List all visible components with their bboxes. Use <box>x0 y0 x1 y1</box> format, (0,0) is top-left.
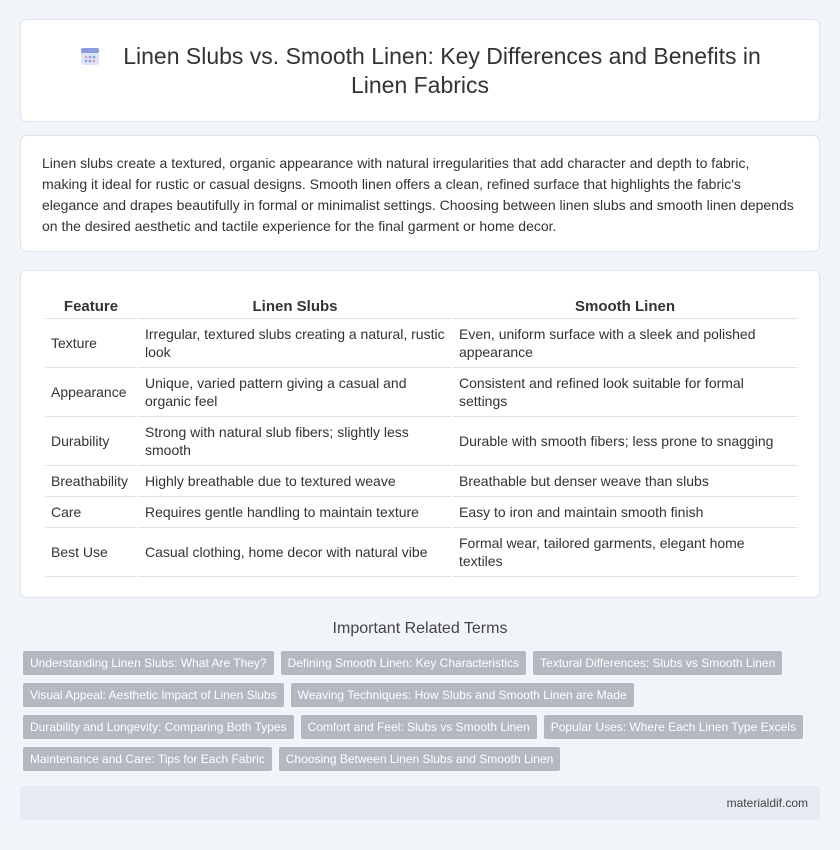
grid-calendar-icon <box>79 45 101 67</box>
related-term-tag[interactable]: Durability and Longevity: Comparing Both Types <box>23 715 294 739</box>
page-title <box>70 42 770 100</box>
table-row <box>45 368 797 417</box>
header-card <box>20 19 820 122</box>
page-title-text: Linen Slubs vs. Smooth Linen: Key Differences and Benefits in Linen Fabrics <box>123 42 761 98</box>
related-term-tag[interactable]: Maintenance and Care: Tips for Each Fabric <box>23 747 272 771</box>
related-term-tag[interactable]: Textural Differences: Slubs vs Smooth Linen <box>533 651 782 675</box>
table-row <box>45 417 797 466</box>
smooth-cell: Easy to iron and maintain smooth finish <box>453 497 797 528</box>
slub-cell: Requires gentle handling to maintain texture <box>139 497 451 528</box>
table-row <box>45 528 797 577</box>
header-feature: Feature <box>45 295 137 319</box>
feature-cell: Breathability <box>45 466 137 497</box>
table-row <box>45 466 797 497</box>
slub-cell: Highly breathable due to textured weave <box>139 466 451 497</box>
comparison-card <box>20 270 820 598</box>
related-term-tag[interactable]: Visual Appeal: Aesthetic Impact of Linen Slubs <box>23 683 284 707</box>
related-term-tag[interactable]: Popular Uses: Where Each Linen Type Excels <box>544 715 803 739</box>
related-term-tag[interactable]: Choosing Between Linen Slubs and Smooth Linen <box>279 747 561 771</box>
related-term-tag[interactable]: Comfort and Feel: Slubs vs Smooth Linen <box>301 715 537 739</box>
smooth-cell: Durable with smooth fibers; less prone to snagging <box>453 417 797 466</box>
smooth-cell: Formal wear, tailored garments, elegant home textiles <box>453 528 797 577</box>
slub-cell: Casual clothing, home decor with natural vibe <box>139 528 451 577</box>
feature-cell: Durability <box>45 417 137 466</box>
related-terms-title: Important Related Terms <box>332 620 508 637</box>
footer-site-link[interactable]: materialdif.com <box>726 796 808 810</box>
header-smooth-linen: Smooth Linen <box>453 295 797 319</box>
comparison-table <box>43 295 799 577</box>
smooth-cell: Consistent and refined look suitable for formal settings <box>453 368 797 417</box>
slub-cell: Strong with natural slub fibers; slightly less smooth <box>139 417 451 466</box>
related-term-tag[interactable]: Defining Smooth Linen: Key Characteristics <box>281 651 526 675</box>
intro-paragraph: Linen slubs create a textured, organic appearance with natural irregularities that add character and depth to fabric, making it ideal for rustic or casual designs. Smooth linen offers a clean, refined surface that highlights the fabric's elegance and drapes beautifully in formal or minimalist settings. Choosing between linen slubs and smooth linen depends on the desired aesthetic and tactile experience for the final garment or home decor. <box>42 155 794 234</box>
intro-card <box>20 135 820 252</box>
slub-cell: Irregular, textured slubs creating a natural, rustic look <box>139 319 451 368</box>
smooth-cell: Breathable but denser weave than slubs <box>453 466 797 497</box>
table-row <box>45 319 797 368</box>
table-row <box>45 497 797 528</box>
smooth-cell: Even, uniform surface with a sleek and polished appearance <box>453 319 797 368</box>
feature-cell: Care <box>45 497 137 528</box>
feature-cell: Texture <box>45 319 137 368</box>
related-term-tag[interactable]: Weaving Techniques: How Slubs and Smooth Linen are Made <box>291 683 634 707</box>
slub-cell: Unique, varied pattern giving a casual and organic feel <box>139 368 451 417</box>
related-terms-list <box>23 651 823 779</box>
feature-cell: Appearance <box>45 368 137 417</box>
footer <box>20 786 820 820</box>
related-term-tag[interactable]: Understanding Linen Slubs: What Are They? <box>23 651 274 675</box>
header-linen-slubs: Linen Slubs <box>139 295 451 319</box>
feature-cell: Best Use <box>45 528 137 577</box>
